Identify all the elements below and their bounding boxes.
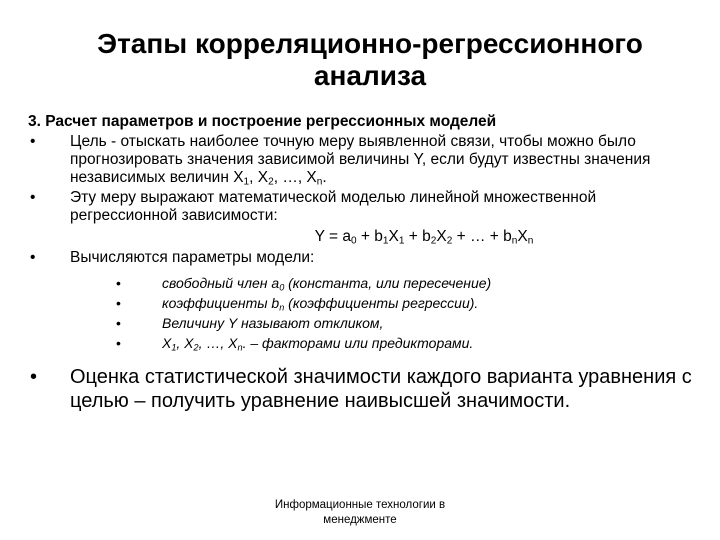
bullet-dot: •: [30, 133, 36, 150]
bullet-dot: •: [30, 366, 38, 388]
subscript: 0: [351, 235, 357, 247]
bullet-dot: •: [116, 295, 121, 311]
subscript: 2: [268, 176, 274, 188]
bullet-params: [28, 249, 700, 267]
text-fragment: , X: [249, 169, 269, 186]
slide-content: [28, 112, 700, 413]
sub-bullet-response: [28, 313, 700, 333]
subscript: n: [511, 235, 518, 247]
subscript: 1: [398, 235, 405, 247]
text-fragment: коэффициенты b: [162, 295, 280, 311]
footer-line1: Информационные технологии в: [274, 499, 446, 511]
slide-title: [40, 28, 700, 92]
text-fragment: свободный член a: [162, 275, 280, 291]
footer-line2: менеджменте: [323, 514, 397, 526]
section-heading: 3. Расчет параметров и построение регрессионных моделей: [28, 113, 497, 130]
text-fragment: .: [322, 169, 327, 186]
slide-title-line1: Этапы корреляционно-регрессионного: [97, 28, 643, 59]
bullet-dot: •: [116, 335, 121, 351]
subscript: n: [279, 302, 285, 313]
text-fragment: , …, X: [198, 335, 238, 351]
bullet-model: [28, 189, 700, 225]
sub-bullet-coefficients: [28, 293, 700, 313]
text-fragment: X: [162, 335, 172, 351]
sub-bullet-factors: [28, 333, 700, 353]
bullet-model-text: Эту меру выражают математической моделью линейной множественной регрессионной зависимости:: [70, 189, 597, 224]
bullet-goal: [28, 133, 700, 187]
bullet-dot: •: [30, 189, 36, 206]
bullet-significance-text: Оценка статистической значимости каждого варианта уравнения с целью – получить уравнение наивысшей значимости.: [70, 366, 692, 412]
subscript: 2: [446, 235, 453, 247]
subscript: 2: [193, 342, 199, 353]
bullet-significance: [28, 365, 700, 413]
formula-part: + b: [356, 228, 383, 245]
subscript: 1: [243, 176, 250, 188]
subscript: 0: [279, 282, 285, 293]
bullet-goal-text: Цель - отыскать наиболее точную меру выявленной связи, чтобы можно было прогнозировать значения зависимой величины Y, если будут известны значения независимых величин X: [70, 133, 651, 186]
formula-part: X: [388, 228, 399, 245]
bullet-dot: •: [116, 315, 121, 331]
text-fragment: . – факторами или предикторами.: [242, 335, 474, 351]
formula-part: X: [517, 228, 528, 245]
subscript: n: [527, 235, 534, 247]
text-fragment: Величину Y называют откликом,: [162, 315, 384, 331]
formula-part: + … + b: [452, 228, 512, 245]
sub-bullet-list: [28, 273, 700, 353]
subscript: n: [237, 342, 243, 353]
subscript: n: [316, 176, 323, 188]
subscript: 1: [171, 342, 177, 353]
formula-part: X: [436, 228, 447, 245]
subscript: 2: [430, 235, 437, 247]
regression-formula: [28, 227, 700, 247]
formula-part: Y = a: [314, 228, 351, 245]
formula-part: + b: [404, 228, 431, 245]
text-fragment: , X: [176, 335, 194, 351]
text-fragment: (коэффициенты регрессии).: [284, 295, 479, 311]
slide-footer: [220, 498, 500, 528]
slide-title-line2: анализа: [313, 60, 427, 91]
bullet-dot: •: [30, 249, 36, 266]
text-fragment: (константа, или пересечение): [284, 275, 492, 291]
bullet-dot: •: [116, 275, 121, 291]
subscript: 1: [382, 235, 389, 247]
text-fragment: , …, X: [273, 169, 317, 186]
bullet-params-text: Вычисляются параметры модели:: [70, 249, 315, 266]
sub-bullet-intercept: [28, 273, 700, 293]
